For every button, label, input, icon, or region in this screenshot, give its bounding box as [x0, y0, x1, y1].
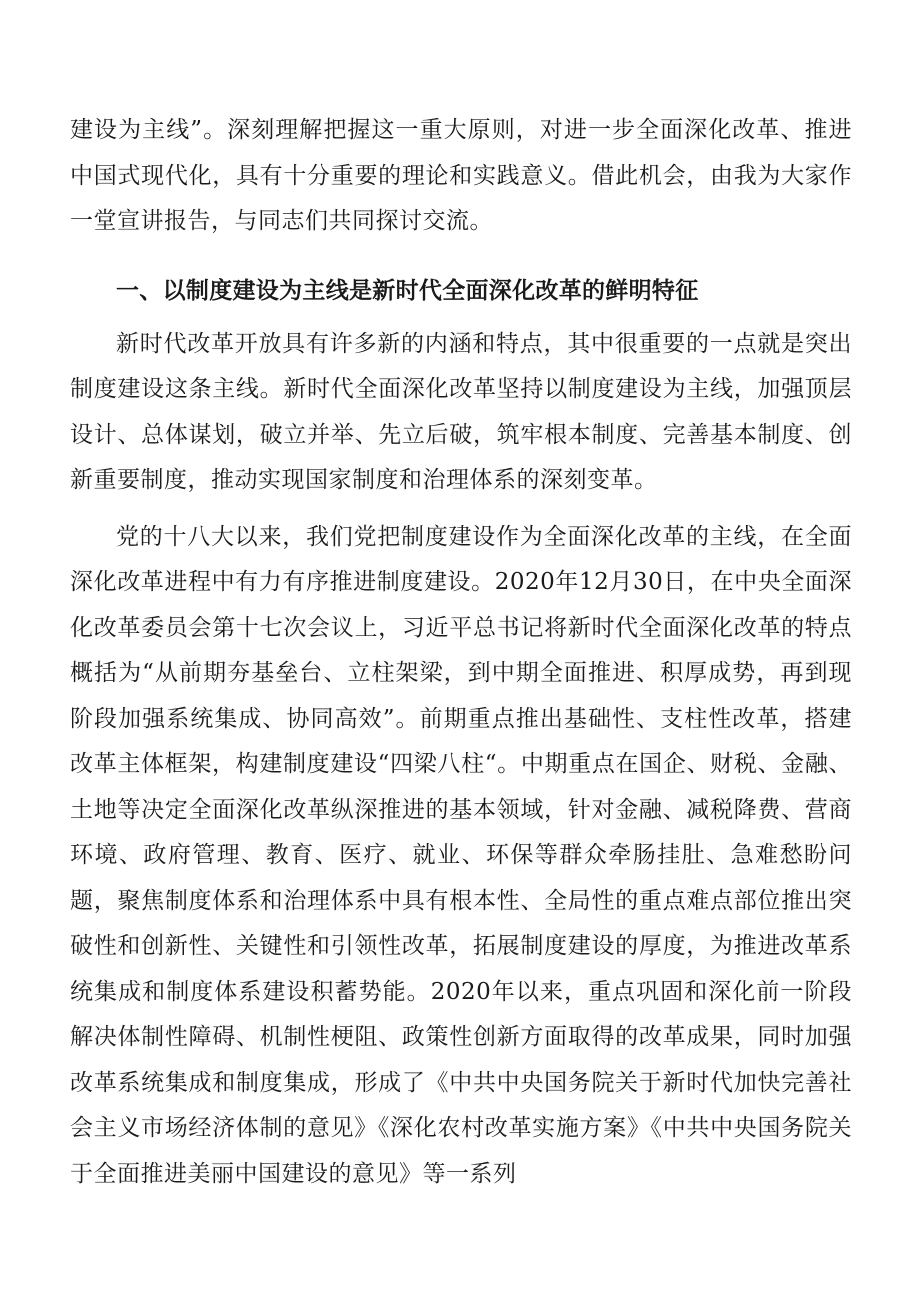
section-heading: 一、以制度建设为主线是新时代全面深化改革的鲜明特征	[116, 277, 699, 304]
document-page	[70, 108, 852, 1197]
spacer	[70, 245, 852, 268]
body-paragraph-1: 新时代改革开放具有许多新的内涵和特点，其中很重要的一点就是突出制度建设这条主线。新时代全面深化改革坚持以制度建设为主线，加强顶层设计、总体谋划，破立并举、先立后破，筑牢根本制度、完善基本制度、创新重要制度，推动实现国家制度和治理体系的深刻变革。	[70, 330, 852, 493]
spacer	[70, 314, 852, 322]
intro-paragraph: 建设为主线”。深刻理解把握这一重大原则，对进一步全面深化改革、推进中国式现代化，具有十分重要的理论和实践意义。借此机会，由我为大家作一堂宣讲报告，与同志们共同探讨交流。	[70, 117, 852, 234]
body-paragraph-2: 党的十八大以来，我们党把制度建设作为全面深化改革的主线，在全面深化改革进程中有力有序推进制度建设。2020年12月30日，在中央全面深化改革委员会第十七次会议上，习近平总书记将新时代全面深化改革的特点概括为“从前期夯基垒台、立柱架梁，到中期全面推进、积厚成势，再到现阶段加强系统集成、协同高效”。前期重点推出基础性、支柱性改革，搭建改革主体框架，构建制度建设“四梁八柱“。中期重点在国企、财税、金融、土地等决定全面深化改革纵深推进的基本领域，针对金融、减税降费、营商环境、政府管理、教育、医疗、就业、环保等群众牵肠挂肚、急难愁盼问题，聚焦制度体系和治理体系中具有根本性、全局性的重点难点部位推出突破性和创新性、关键性和引领性改革，拓展制度建设的厚度，为推进改革系统集成和制度体系建设积蓄势能。2020年以来，重点巩固和深化前一阶段解决体制性障碍、机制性梗阻、政策性创新方面取得的改革成果，同时加强改革系统集成和制度集成，形成了《中共中央国务院关于新时代加快完善社会主义市场经济体制的意见》《深化农村改革实施方案》《中共中央国务院关于全面推进美丽中国建设的意见》等一系列	[70, 523, 852, 1187]
spacer	[70, 504, 852, 515]
